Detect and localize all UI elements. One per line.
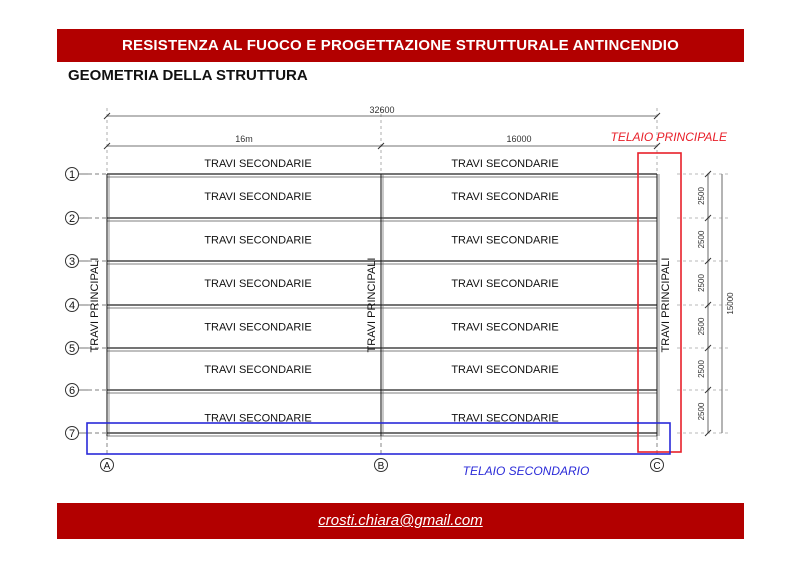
secondary-beam-label-right: TRAVI SECONDARIE — [451, 412, 559, 425]
main-frame-label: TELAIO PRINCIPALE — [610, 130, 727, 144]
column-axis-label: B — [377, 461, 385, 472]
row-axis-label: 4 — [68, 300, 76, 312]
row-axis-label: 3 — [68, 256, 76, 268]
page-title: RESISTENZA AL FUOCO E PROGETTAZIONE STRUTTURALE ANTINCENDIO — [121, 37, 680, 54]
secondary-beam-label-right: TRAVI SECONDARIE — [451, 321, 559, 334]
column-axis-label: C — [653, 461, 661, 472]
contact-email-link[interactable]: crosti.chiara@gmail.com — [318, 512, 483, 529]
bay-dimension: 2500 — [697, 230, 706, 249]
secondary-beam-label-right: TRAVI SECONDARIE — [451, 191, 559, 203]
secondary-beam-label-right: TRAVI SECONDARIE — [451, 234, 559, 247]
secondary-beam-label-left: TRAVI SECONDARIE — [204, 158, 312, 170]
left-span-dimension: 16m — [235, 134, 253, 144]
secondary-beam-label-left: TRAVI SECONDARIE — [204, 412, 312, 425]
row-axis-label: 7 — [68, 428, 76, 440]
main-beam-label: TRAVI PRINCIPALI — [660, 257, 672, 353]
bay-dimension: 2500 — [697, 187, 706, 205]
footer-banner — [57, 503, 744, 539]
row-axis-label: 5 — [68, 343, 76, 355]
secondary-beam-label-right: TRAVI SECONDARIE — [451, 364, 559, 376]
right-span-dimension: 16000 — [506, 134, 532, 144]
bay-dimension: 2500 — [697, 360, 706, 378]
secondary-beam-label-left: TRAVI SECONDARIE — [204, 278, 312, 290]
row-axis-label: 2 — [68, 213, 76, 225]
secondary-beam-label-left: TRAVI SECONDARIE — [204, 234, 312, 247]
secondary-frame-label: TELAIO SECONDARIO — [462, 464, 590, 478]
total-width-dimension: 32600 — [369, 105, 395, 115]
row-axis-label: 1 — [68, 169, 76, 181]
secondary-beam-label-right: TRAVI SECONDARIE — [451, 278, 559, 290]
secondary-frame-highlight — [87, 423, 670, 454]
bay-dimension: 2500 — [697, 402, 706, 421]
row-axis-label: 6 — [68, 385, 76, 397]
section-title: GEOMETRIA DELLA STRUTTURA — [68, 67, 308, 84]
bay-dimension: 2500 — [697, 274, 706, 292]
total-height-dimension: 15000 — [726, 292, 735, 315]
column-axis-label: A — [103, 461, 111, 472]
secondary-beam-label-left: TRAVI SECONDARIE — [204, 321, 312, 334]
secondary-beam-label-right: TRAVI SECONDARIE — [451, 158, 559, 170]
main-beam-label: TRAVI PRINCIPALI — [366, 257, 378, 353]
secondary-beam-label-left: TRAVI SECONDARIE — [204, 191, 312, 203]
bay-dimension: 2500 — [697, 317, 706, 336]
main-beam-label: TRAVI PRINCIPALI — [89, 257, 101, 353]
secondary-beam-label-left: TRAVI SECONDARIE — [204, 364, 312, 376]
